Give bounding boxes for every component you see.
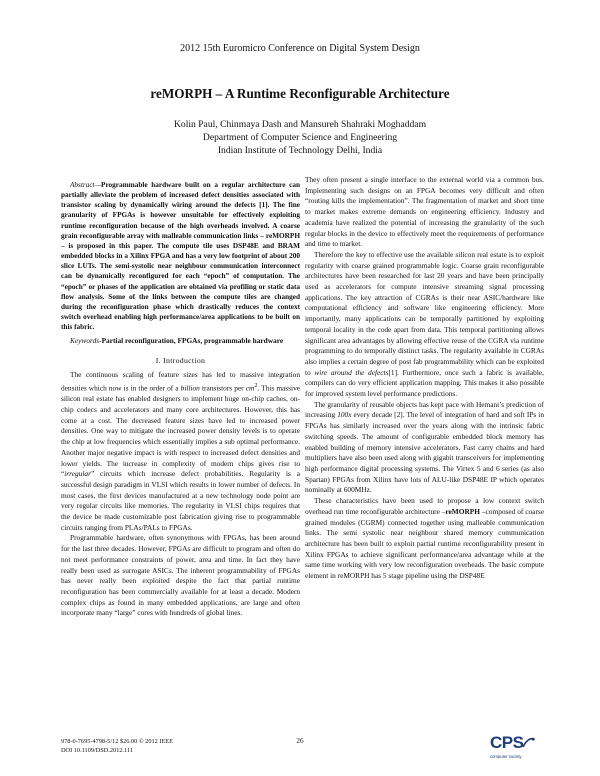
text-run: These characteristics have been used to propose a low context switch overhead run time reconfigurable architecture – bbox=[305, 496, 544, 516]
text-run: transistors per bbox=[199, 383, 246, 393]
right-column bbox=[305, 175, 544, 582]
abstract-text: Programmable hardware built on a regular architecture can partially alleviate the problem of increased defect densities associated with transistor scaling by dynamically wiring around the defects [1]. The fine granularity of FPGAs is however unsuitable for effectively exploiting runtime reconfiguration because of the high overheads involved. A coarse grain reconfigurable array with malleable communication links – reMORPH – is proposed in this paper. The compute tile uses DSP48E and BRAM embedded blocks in a Xilinx FPGA and has a very low footprint of about 200 slice LUTs. The semi-systolic near neighbour communication interconnect can be dynamically reconfigured for each “epoch” of computation. The “epoch” or phases of the application are obtained via profiling or static data flow analysis. Some of the links between the compute tiles are changed during the reconfiguration phase which drastically reduces the context switch overhead enabling high performance/area applications to be built on this fabric. bbox=[61, 181, 300, 332]
footer-doi: DOI 10.1109/DSD.2012.111 bbox=[61, 747, 134, 754]
keywords-text: Partial reconfiguration, FPGAs, programmable hardware bbox=[101, 336, 284, 346]
text-run: . This massive silicon real estate has enabled designers to implement huge on-chip caches, on-chip codecs and accelerators and many core architectures. However, this has come at a cost. The decreased feature sizes have led to increased power densities. One way to mitigate the increased power density levels is to operate the chip at low frequencies which essentially implies a sub optimal performance. Another major negative impact is with respect to increased defect densities and lower yields. The increase in complexity of modern chips gives rise to “ bbox=[61, 383, 300, 479]
italic-text: billion bbox=[180, 383, 200, 393]
italic-text: cm bbox=[245, 383, 255, 393]
text-run: ” circuits which increase defect probabilities. Regularity is a successful design paradigm in VLSI which results in lower number of defects. In most cases, the first devices manufactured at a new technology node point are very regular circuits like memories. The regularity in VLSI chips requires that the device be made customizable post fabrication giving rise to programmable circuits ranging from PLAs/PALs to FPGAs. bbox=[61, 469, 300, 532]
superscript: 2 bbox=[254, 383, 258, 390]
logo-swoosh-icon bbox=[521, 736, 535, 750]
abstract bbox=[61, 180, 300, 332]
text-run: every decade [2]. The level of integration of hard and soft IPs in FPGAs has similarly increased over the years along with the intrinsic fabric switching speeds. The amount of configurable embedded block memory has enabled building of memory intensive accelerators. Fast carry chains and hard multipliers have also been used along with gigabit transceivers for implementing high performance digital processing systems. The Virtex 5 and 6 series (as also Spartan) FPGAs from Xilinx have lots of ALU-like DSP48E IP which operates nominally at 600MHz. bbox=[305, 410, 545, 495]
text-run: The continuous scaling of feature sizes has led to massive integration densities which now is in the order of a bbox=[61, 370, 300, 393]
author-department: Department of Computer Science and Engineering bbox=[202, 132, 398, 143]
right-paragraph-2 bbox=[305, 250, 544, 400]
right-paragraph-4 bbox=[305, 496, 544, 582]
right-paragraph-3 bbox=[305, 400, 544, 496]
intro-paragraph-1 bbox=[61, 370, 300, 533]
keywords bbox=[61, 336, 300, 346]
intro-paragraph-2: Programmable hardware, often synonymous with FPGAs, has been around for the last three decades. However, FPGAs are difficult to program and often do not meet performance constraints of power, area and time. In fact they have really been used as surrogate ASICs. The inherent programmability of FPGAs has never really been exploited despite the fact that partial runtime reconfiguration has been commercially available for at least a decade. Modern complex chips as found in many embedded applications, are large and often incorporate many “large” cores with hundreds of global lines. bbox=[61, 533, 300, 618]
left-column bbox=[61, 180, 300, 619]
text-run: Therefore the key to effective use the available silicon real estate is to exploit regularity with coarse grained programmable logic. Coarse grain reconfigurable architectures have been researched for last 20 years and have been principally used as accelerators for compute intensive streaming signal processing applications. The key attraction of CGRAs is their near ASIC/hardware like computational efficiency and software like engineering efficiency. More importantly, many applications can be temporally partitioned by exploiting temporal locality in the code apart from data. This temporal partitioning allows significant area advantages by allowing effective reuse of the CGRA via runtime programming to do temporally distinct tasks. The regularity available in CGRAs also implies a certain degree of post fab programmability which can be exploited to bbox=[305, 249, 544, 377]
author-names: Kolin Paul, Chinmaya Dash and Mansureh Shahraki Moghaddam bbox=[173, 119, 427, 130]
author-institution: Indian Institute of Technology Delhi, India bbox=[217, 145, 383, 156]
conference-header: 2012 15th Euromicro Conference on Digital System Design bbox=[180, 43, 420, 54]
abstract-lead: Abstract— bbox=[70, 181, 102, 189]
keywords-lead: Keywords- bbox=[70, 336, 102, 346]
italic-text: irregular bbox=[64, 469, 91, 479]
cps-logo bbox=[490, 733, 545, 763]
text-run: –composed of coarse grained modules (CGRM) connected together using malleable communication links. The semi systolic near neighbour shared memory communication architecture has been built to exploit partial runtime reconfigurability present in Xilinx FPGAs to achieve significant performance/area advantage while at the same time working with very low reconfiguration overheads. The basic compute element in reMORPH has 5 stage pipeline using the DSP48E bbox=[305, 506, 545, 581]
paper-title: reMORPH – A Runtime Reconfigurable Architecture bbox=[150, 86, 450, 101]
right-paragraph-1: They often present a single interface to the external world via a common bus. Implementing such designs on an FPGA becomes very difficult and often “routing kills the implementation”. The fragmentation of market and short time to market makes extreme demands on engineering efficiency. Industry and academia have realized the potential of increasing the granularity of the such regular blocks in the device to effectively meet the requirements of performance and time to market. bbox=[305, 175, 544, 249]
text-run: The granularity of reusable objects has kept pace with Hemani’s prediction of increasing bbox=[305, 399, 544, 420]
cps-logo-subtext: computer society bbox=[490, 754, 522, 759]
italic-text: 100x bbox=[337, 410, 352, 420]
footer-isbn: 978-0-7695-4798-5/12 $26.00 © 2012 IEEE bbox=[61, 738, 173, 745]
bold-text: reMORPH bbox=[445, 506, 480, 516]
italic-text: wire around the defects bbox=[314, 367, 389, 377]
page-number: 26 bbox=[296, 737, 304, 745]
author-block bbox=[0, 118, 600, 157]
text-run: [1]. Furthermore, once such a fabric is available, compilers can do very efficient application mapping. This makes it also possible for improved system level performance predictions. bbox=[305, 367, 544, 399]
cps-logo-text: CPS bbox=[490, 733, 524, 752]
section-heading-introduction: I. Introduction bbox=[155, 355, 206, 365]
